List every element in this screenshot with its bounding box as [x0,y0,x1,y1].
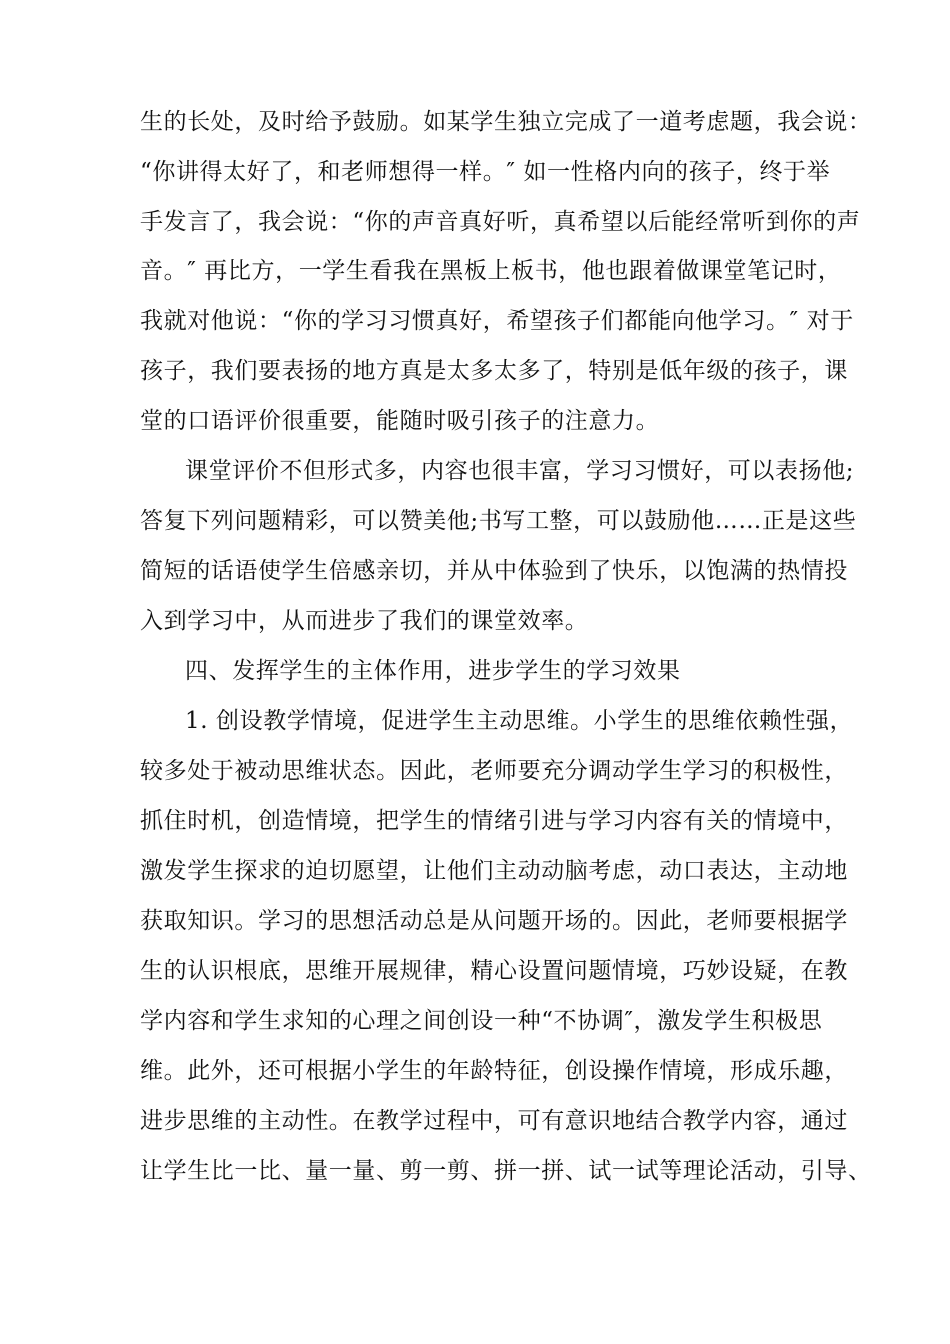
text-line: 入到学习中，从而进步了我们的课堂效率。 [140,608,589,634]
text-line: 孩子，我们要表扬的地方真是太多太多了，特别是低年级的孩子，课 [140,358,848,384]
text-line: “你讲得太好了，和老师想得一样。″ 如一性格内向的孩子，终于举 [140,159,831,185]
text-line: 生的认识根底，思维开展规律，精心设置问题情境，巧妙设疑，在教 [140,958,848,984]
text-line: 生的长处，及时给予鼓励。如某学生独立完成了一道考虑题，我会说： [140,109,872,135]
text-line: 我就对他说：“你的学习习惯真好，希望孩子们都能向他学习。″ 对于 [140,308,854,334]
section-heading: 四、发挥学生的主体作用，进步学生的学习效果 [185,658,681,684]
text-line: 进步思维的主动性。在教学过程中，可有意识地结合教学内容，通过 [140,1108,848,1134]
text-line: 抓住时机，创造情境，把学生的情绪引进与学习内容有关的情境中， [140,808,848,834]
paragraph-first-line: 1. 创设教学情境，促进学生主动思维。小学生的思维依赖性强， [185,708,854,734]
text-line: 激发学生探求的迫切愿望，让他们主动动脑考虑，动口表达，主动地 [140,858,848,884]
text-line: 答复下列问题精彩，可以赞美他;书写工整，可以鼓励他……正是这些 [140,508,857,534]
text-line: 获取知识。学习的思想活动总是从问题开场的。因此，老师要根据学 [140,908,848,934]
text-line: 简短的话语使学生倍感亲切，并从中体验到了快乐，以饱满的热情投 [140,558,848,584]
paragraph-first-line: 课堂评价不但形式多，内容也很丰富，学习习惯好，可以表扬他; [185,458,855,484]
text-line: 维。此外，还可根据小学生的年龄特征，创设操作情境，形成乐趣， [140,1058,848,1084]
text-line: 堂的口语评价很重要，能随时吸引孩子的注意力。 [140,408,660,434]
text-line: 学内容和学生求知的心理之间创设一种“不协调″，激发学生积极思 [140,1008,823,1034]
text-line: 音。″ 再比方，一学生看我在黑板上板书，他也跟着做课堂笔记时， [140,258,842,284]
text-line: 较多处于被动思维状态。因此，老师要充分调动学生学习的积极性， [140,758,848,784]
text-line: 让学生比一比、量一量、剪一剪、拼一拼、试一试等理论活动，引导、 [140,1158,872,1184]
text-line: 手发言了，我会说：“你的声音真好听，真希望以后能经常听到你的声 [140,209,861,235]
